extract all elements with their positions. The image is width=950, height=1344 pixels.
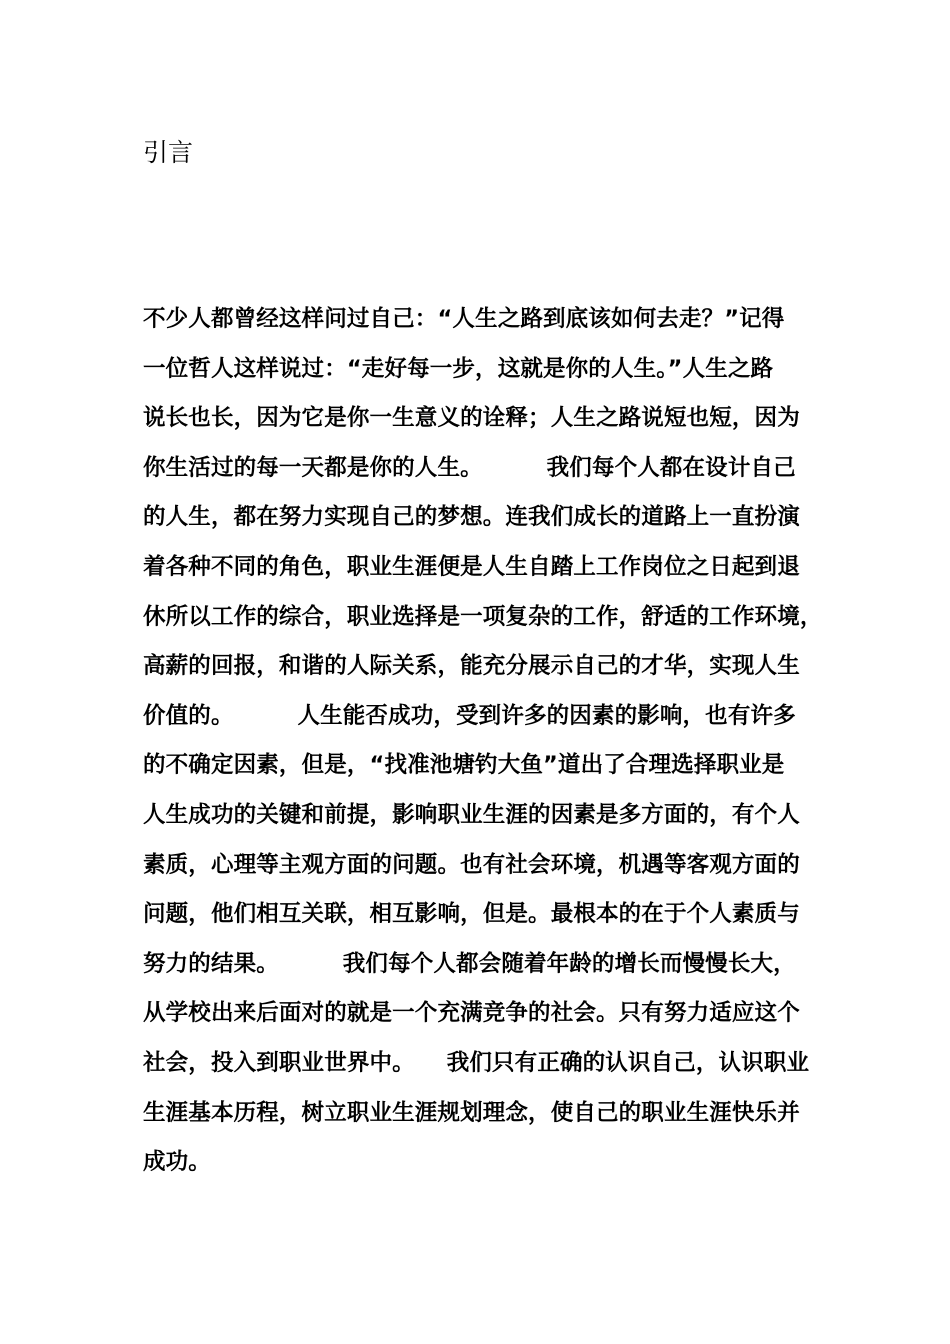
text-line: 说长也长，因为它是你一生意义的诠释；人生之路说短也短，因为 [143,405,800,432]
text-line: 一位哲人这样说过：“走好每一步，这就是你的人生。”人生之路 [143,355,774,382]
text-line: 从学校出来后面对的就是一个充满竞争的社会。只有努力适应这个 [143,1000,800,1027]
body-paragraph [143,301,843,1194]
text-line: 人生成功的关键和前提，影响职业生涯的因素是多方面的，有个人 [143,801,800,828]
text-line: 的不确定因素，但是，“找准池塘钓大鱼”道出了合理选择职业是 [143,752,785,779]
text-line: 生涯基本历程，树立职业生涯规划理念，使自己的职业生涯快乐并 [143,1099,800,1126]
text-line: 成功。 [143,1149,211,1176]
text-line: 着各种不同的角色，职业生涯便是人生自踏上工作岗位之日起到退 [143,553,800,580]
text-line: 高薪的回报，和谐的人际关系，能充分展示自己的才华，实现人生 [143,653,800,680]
text-line: 你生活过的每一天都是你的人生。 我们每个人都在设计自己 [143,454,796,481]
text-line: 社会，投入到职业世界中。 我们只有正确的认识自己，认识职业 [143,1049,810,1076]
text-line: 不少人都曾经这样问过自己：“人生之路到底该如何去走？”记得 [143,306,785,332]
text-line: 问题，他们相互关联，相互影响，但是。最根本的在于个人素质与 [143,901,800,928]
text-line: 休所以工作的综合，职业选择是一项复杂的工作，舒适的工作环境， [143,603,823,630]
text-line: 价值的。 人生能否成功，受到许多的因素的影响，也有许多 [143,702,796,729]
text-line: 素质，心理等主观方面的问题。也有社会环境，机遇等客观方面的 [143,851,800,878]
section-heading: 引言 [143,138,194,167]
text-line: 的人生，都在努力实现自己的梦想。连我们成长的道路上一直扮演 [143,504,800,531]
text-line: 努力的结果。 我们每个人都会随着年龄的增长而慢慢长大， [143,950,796,977]
